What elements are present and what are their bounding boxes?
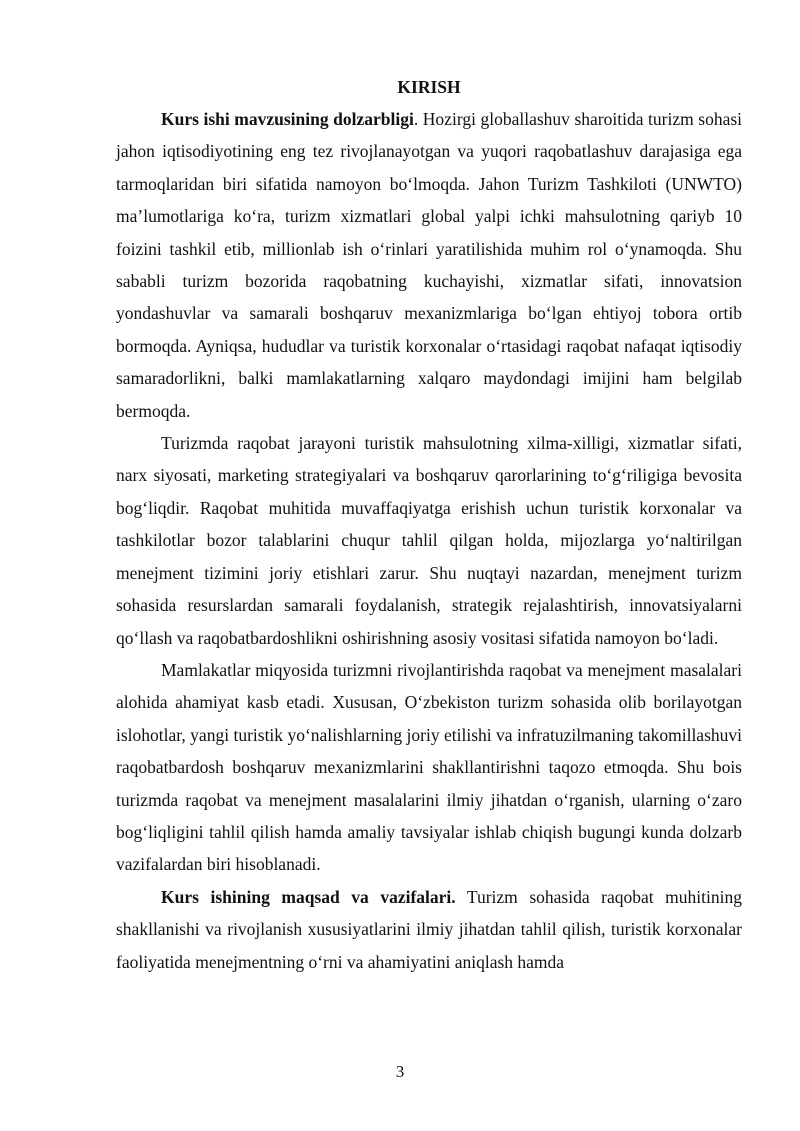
- paragraph-lead: Kurs ishining maqsad va vazifalari.: [161, 886, 456, 907]
- paragraph-lead: Kurs ishi mavzusining dolzarbligi: [161, 109, 414, 129]
- paragraph-relevance: [116, 103, 742, 427]
- paragraph-text: Turizm sohasida raqobat muhitining shakllanishi va rivojlanish xususiyatlarini ilmiy jihatdan tahlil qilish, turistik korxonalar faoliyatida menejmentning o‘rni va ahamiyatini aniqlash hamda: [116, 886, 742, 972]
- page-number: 3: [395, 1062, 405, 1081]
- section-title: KIRISH: [397, 77, 461, 97]
- paragraph-competition: [116, 427, 742, 654]
- paragraph-goals: [116, 881, 742, 978]
- document-page: [116, 72, 742, 1072]
- paragraph-text: Mamlakatlar miqyosida turizmni rivojlantirishda raqobat va menejment masalalari alohida ahamiyat kasb etadi. Xususan, O‘zbekiston turizm sohasida olib borilayotgan islohotlar, yangi turistik yo‘nalishlarning joriy etilishi va infratuzilmaning takomillashuvi raqobatbardosh boshqaruv mexanizmlarini shakllantirishni taqozo etmoqda. Shu bois turizmda raqobat va menejment masalalarini ilmiy jihatdan o‘rganish, ularning o‘zaro bog‘liqligini tahlil qilish hamda amaliy tavsiyalar ishlab chiqish bugungi kunda dolzarb vazifalardan biri hisoblanadi.: [116, 659, 742, 875]
- paragraph-national-scale: [116, 654, 742, 881]
- paragraph-text: Turizmda raqobat jarayoni turistik mahsulotning xilma-xilligi, xizmatlar sifati, narx siyosati, marketing strategiyalari va boshqaruv qarorlarining to‘g‘riligiga bevosita bog‘liqdir. Raqobat muhitida muvaffaqiyatga erishish uchun turistik korxonalar va tashkilotlar bozor talablarini chuqur tahlil qilgan holda, mijozlarga yo‘naltirilgan menejment tizimini joriy etishlari zarur. Shu nuqtayi nazardan, menejment turizm sohasida resurslardan samarali foydalanish, strategik rejalashtirish, innovatsiyalarni qo‘llash va raqobatbardoshlikni oshirishning asosiy vositasi sifatida namoyon bo‘ladi.: [116, 433, 742, 648]
- paragraph-text: . Hozirgi globallashuv sharoitida turizm sohasi jahon iqtisodiyotining eng tez rivojlanayotgan va yuqori raqobatlashuv darajasiga ega tarmoqlaridan biri sifatida namoyon bo‘lmoqda. Jahon Turizm Tashkiloti (UNWTO) ma’lumotlariga ko‘ra, turizm xizmatlari global yalpi ichki mahsulotning qariyb 10 foizini tashkil etib, millionlab ish o‘rinlari yaratilishida muhim rol o‘ynamoqda. Shu sababli turizm bozorida raqobatning kuchayishi, xizmatlar sifati, innovatsion yondashuvlar va samarali boshqaruv mexanizmlariga bo‘lgan ehtiyoj tobora ortib bormoqda. Ayniqsa, hududlar va turistik korxonalar o‘rtasidagi raqobat nafaqat iqtisodiy samaradorlikni, balki mamlakatlarning xalqaro maydondagi imijini ham belgilab bermoqda.: [116, 109, 743, 421]
